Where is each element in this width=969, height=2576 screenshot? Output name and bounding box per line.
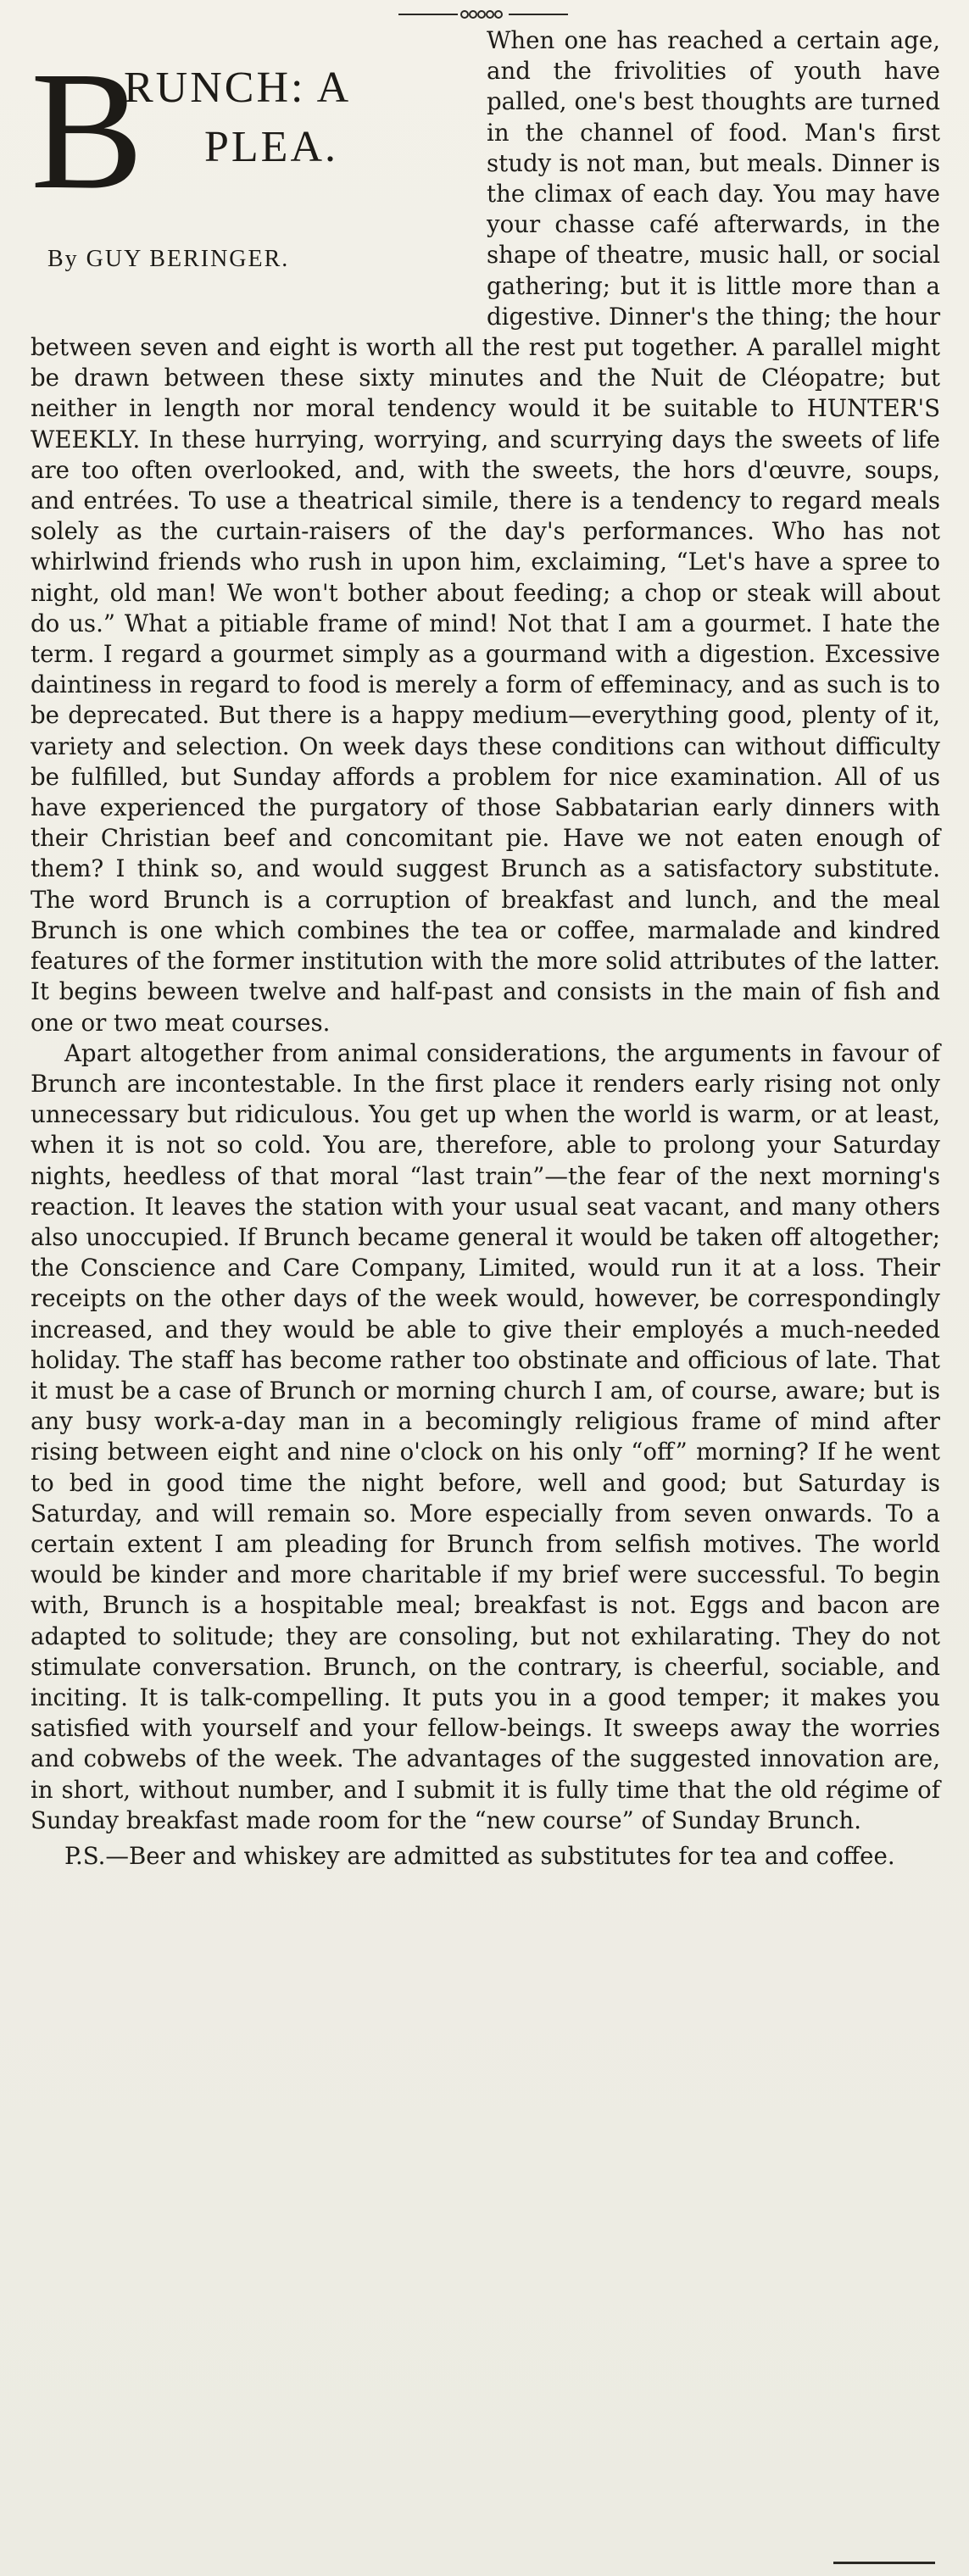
article-paragraph: Apart altogether from animal considerations, the arguments in favour of Brunch are incontestable. In the first place it renders early rising not only unnecessary but ridiculous. You get up when the world is warm, or at least, when it is not so cold. You are, therefore, able to prolong your Saturday nights, heedless of that moral “last train”—the fear of the next morning's reaction. It leaves the station with your usual seat vacant, and many others also unoccupied. If Brunch became general it would be taken off altogether; the Conscience and Care Company, Limited, would run it at a loss. Their receipts on the other days of the week would, however, be correspondingly increased, and they would be able to give their employés a much-needed holiday. The staff has become rather too obstinate and officious of late. That it must be a case of Brunch or morning church I am, of course, aware; but is any busy work-a-day man in a becomingly religious frame of mind after rising between eight and nine o'clock on his only “off” morning? If he went to bed in good time the night before, well and good; but Saturday is Saturday, and will remain so. More especially from seven onwards. To a certain extent I am pleading for Brunch from selfish motives. The world would be kinder and more charitable if my brief were successful. To begin with, Brunch is a hospitable meal; breakfast is not. Eggs and bacon are adapted to solitude; they are consoling, but not exhilarating. They do not stimulate conversation. Brunch, on the contrary, is cheerful, sociable, and inciting. It is talk-compelling. It puts you in a good temper; it makes you satisfied with yourself and your fellow-beings. It sweeps away the worries and cobwebs of the week. The advantages of the suggested innovation are, in short, without number, and I submit it is fully time that the old régime of Sunday breakfast made room for the “new course” of Sunday Brunch. [31, 1038, 940, 1834]
article [31, 0, 940, 1872]
ornament-divider-icon [398, 5, 568, 24]
drop-cap: B [31, 37, 144, 225]
postscript: P.S.—Beer and whiskey are admitted as substitutes for tea and coffee. [64, 1841, 895, 1870]
title-line-2: PLEA. [204, 123, 338, 171]
article-heading [31, 37, 471, 320]
article-paragraph: When one has reached a certain age, and the frivolities of youth have palled, one's best thoughts are turned in the channel of food. Man's first study is not man, but meals. Dinner is the climax of each day. You may have your chasse café afterwards, in the shape of theatre, music hall, or social gathering; but it is little more than a digestive. Dinner's the thing; the hour between seven and eight is worth all the rest put together. A parallel might be drawn between these sixty minutes and the Nuit de Cléopatre; but neither in length nor moral tendency would it be suitable to HUNTER'S WEEKLY. In these hurrying, worrying, and scurrying days the sweets of life are too often overlooked, and, with the sweets, the hors d'œuvre, soups, and entrées. To use a theatrical simile, there is a tendency to regard meals solely as the curtain-raisers of the day's performances. Who has not whirlwind friends who rush in upon him, exclaiming, “Let's have a spree to night, old man! We won't bother about feeding; a chop or steak will about do us.” What a pitiable frame of mind! Not that I am a gourmet. I hate the term. I regard a gourmet simply as a gourmand with a digestion. Excessive daintiness in regard to food is merely a form of effeminacy, and as such is to be deprecated. But there is a happy medium—everything good, plenty of it, variety and selection. On week days these conditions can without difficulty be fulfilled, but Sunday affords a problem for nice examination. All of us have experienced the purgatory of those Sabbatarian early dinners with their Christian beef and concomitant pie. Have we not eaten enough of them? I think so, and would suggest Brunch as a satisfactory substitute. The word Brunch is a corruption of breakfast and lunch, and the meal Brunch is one which combines the tea or coffee, marmalade and kindred features of the former institution with the more solid attributes of the latter. It begins beween twelve and half-past and consists in the main of fish and one or two meat courses. [31, 26, 941, 1037]
end-rule [833, 2562, 935, 2564]
title-line-1: RUNCH: A [124, 64, 352, 112]
byline: By GUY BERINGER. [47, 246, 290, 272]
